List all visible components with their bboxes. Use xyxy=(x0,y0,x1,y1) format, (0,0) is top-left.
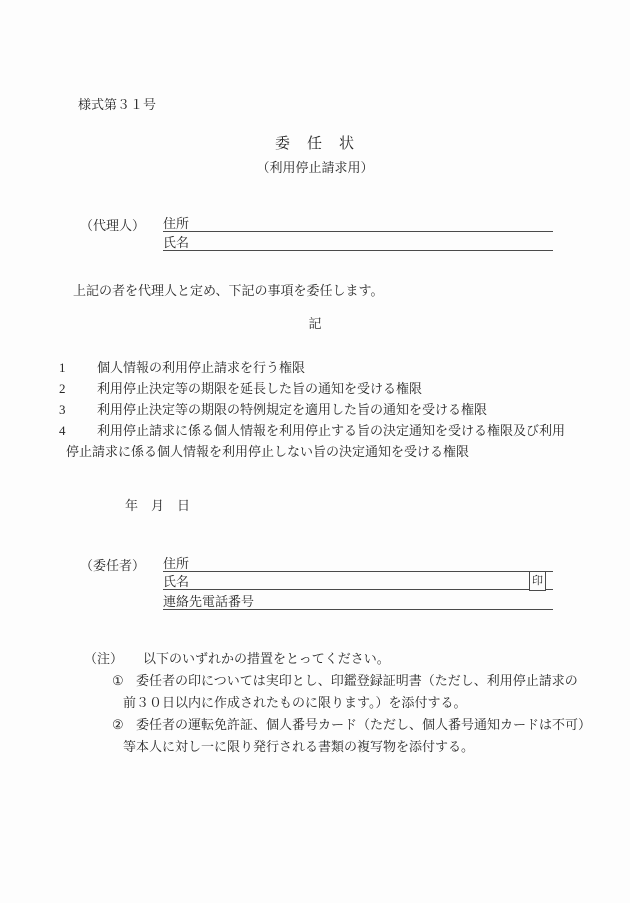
agent-section-label: （代理人） xyxy=(80,218,146,233)
note-text: 委任者の印については実印とし、印鑑登録証明書（ただし、利用停止請求の xyxy=(136,673,578,688)
delegation-item-3 xyxy=(59,402,487,417)
principal-phone-field[interactable] xyxy=(163,594,553,610)
delegation-item-2 xyxy=(59,381,422,396)
delegation-item-1 xyxy=(59,360,305,375)
note-item-2 xyxy=(112,717,591,732)
agent-address-label: 住所 xyxy=(163,216,190,231)
item-number: 3 xyxy=(59,402,66,417)
form-number: 様式第３１号 xyxy=(78,97,157,112)
seal-box: 印 xyxy=(529,571,546,591)
note-number-circle-1: ① xyxy=(112,673,124,688)
note-item-1-continuation: 前３０日以内に作成されたものに限ります。）を添付する。 xyxy=(123,695,467,710)
item-number: 1 xyxy=(59,360,66,375)
note-item-2-continuation: 等本人に対し一に限り発行される書類の複写物を添付する。 xyxy=(123,739,475,754)
document-title: 委 任 状 xyxy=(274,136,355,152)
principal-section-label: （委任者） xyxy=(80,558,146,573)
delegation-item-4-continuation: 停止請求に係る個人情報を利用停止しない旨の決定通知を受ける権限 xyxy=(66,444,470,459)
notes-section-label: （注） xyxy=(84,651,124,666)
principal-name-field[interactable] xyxy=(163,574,553,590)
agent-address-field[interactable] xyxy=(163,216,553,232)
item-text: 利用停止決定等の期限の特例規定を適用した旨の通知を受ける権限 xyxy=(97,402,488,417)
date-line[interactable]: 年 月 日 xyxy=(125,498,191,513)
note-number-circle-2: ② xyxy=(112,717,124,732)
principal-address-field[interactable] xyxy=(163,556,553,572)
notes-header xyxy=(84,651,390,666)
item-text: 個人情報の利用停止請求を行う権限 xyxy=(97,360,306,375)
note-item-1 xyxy=(112,673,578,688)
note-text: 委任者の運転免許証、個人番号カード（ただし、個人番号通知カードは不可） xyxy=(136,717,592,732)
notes-intro: 以下のいずれかの措置をとってください。 xyxy=(143,651,390,666)
item-text: 利用停止請求に係る個人情報を利用停止する旨の決定通知を受ける権限及び利用 xyxy=(97,423,566,438)
agent-name-label: 氏名 xyxy=(163,235,190,250)
principal-phone-label: 連絡先電話番号 xyxy=(163,594,255,609)
item-text: 利用停止決定等の期限を延長した旨の通知を受ける権限 xyxy=(97,381,423,396)
intro-text: 上記の者を代理人と定め、下記の事項を委任します。 xyxy=(73,283,384,298)
principal-name-label: 氏名 xyxy=(163,574,190,589)
agent-name-field[interactable] xyxy=(163,235,553,251)
item-number: 2 xyxy=(59,381,66,396)
delegation-item-4 xyxy=(59,423,565,438)
principal-address-label: 住所 xyxy=(163,556,190,571)
document-subtitle: （利用停止請求用） xyxy=(256,160,374,175)
list-heading: 記 xyxy=(308,316,322,331)
item-number: 4 xyxy=(59,423,66,438)
